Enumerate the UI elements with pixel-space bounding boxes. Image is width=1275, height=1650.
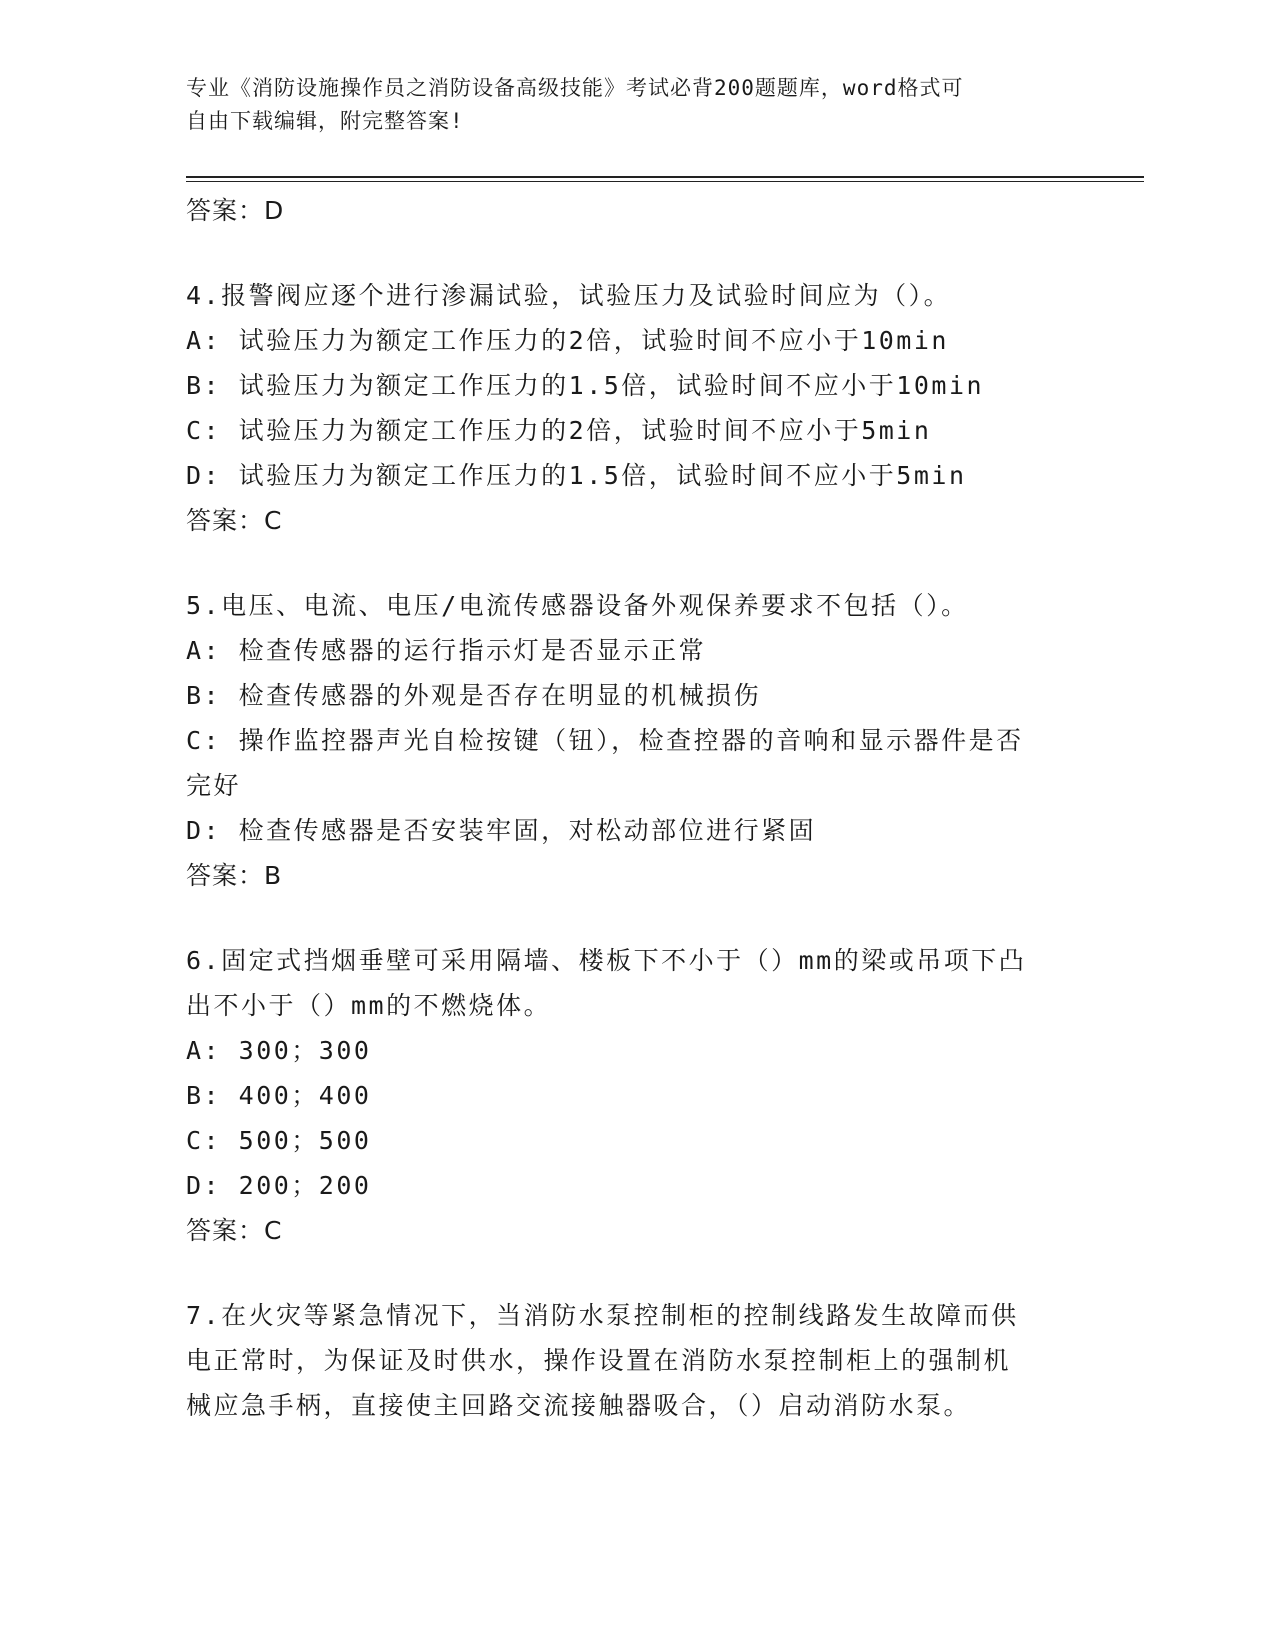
question-block (186, 273, 1066, 543)
answer-line: 答案：B (186, 861, 283, 890)
answer-option: 完好 (186, 771, 242, 800)
question-block (186, 583, 1066, 898)
header-divider-thin (186, 181, 1144, 182)
question-block (186, 938, 1066, 1253)
answer-option: C: 试验压力为额定工作压力的2倍，试验时间不应小于5min (186, 416, 932, 445)
answer-option: A: 试验压力为额定工作压力的2倍，试验时间不应小于10min (186, 326, 949, 355)
question-text: 5.电压、电流、电压/电流传感器设备外观保养要求不包括（）。 (186, 591, 969, 620)
header-divider-thick (186, 176, 1144, 178)
question-text: 6.固定式挡烟垂壁可采用隔墙、楼板下不小于（）mm的梁或吊项下凸 (186, 946, 1027, 975)
header-line-2: 自由下载编辑，附完整答案! (186, 109, 464, 133)
answer-option: C: 操作监控器声光自检按键（钮），检查控器的音响和显示器件是否 (186, 726, 1024, 755)
answer-option: D: 检查传感器是否安装牢固，对松动部位进行紧固 (186, 816, 817, 845)
question-block (186, 1293, 1066, 1428)
answer-line: 答案：C (186, 506, 283, 535)
question-text: 械应急手柄，直接使主回路交流接触器吸合，（）启动消防水泵。 (186, 1391, 972, 1420)
question-list (186, 188, 1066, 1428)
answer-option: B: 400；400 (186, 1081, 372, 1110)
answer-option: A: 300；300 (186, 1036, 372, 1065)
answer-option: C: 500；500 (186, 1126, 372, 1155)
answer-option: B: 检查传感器的外观是否存在明显的机械损伤 (186, 681, 762, 710)
header-line-1: 专业《消防设施操作员之消防设备高级技能》考试必背200题题库，word格式可 (186, 76, 964, 100)
page-header (186, 72, 1066, 138)
question-text: 电正常时，为保证及时供水，操作设置在消防水泵控制柜上的强制机 (186, 1346, 1012, 1375)
answer-option: D: 200；200 (186, 1171, 372, 1200)
answer-option: A: 检查传感器的运行指示灯是否显示正常 (186, 636, 707, 665)
answer-line: 答案：C (186, 1216, 283, 1245)
question-text: 7.在火灾等紧急情况下，当消防水泵控制柜的控制线路发生故障而供 (186, 1301, 1019, 1330)
answer-option: B: 试验压力为额定工作压力的1.5倍，试验时间不应小于10min (186, 371, 985, 400)
answer-option: D: 试验压力为额定工作压力的1.5倍，试验时间不应小于5min (186, 461, 967, 490)
question-text: 4.报警阀应逐个进行渗漏试验，试验压力及试验时间应为（）。 (186, 281, 952, 310)
answer-line: 答案：D (186, 196, 285, 225)
question-text: 出不小于（）mm的不燃烧体。 (186, 991, 552, 1020)
